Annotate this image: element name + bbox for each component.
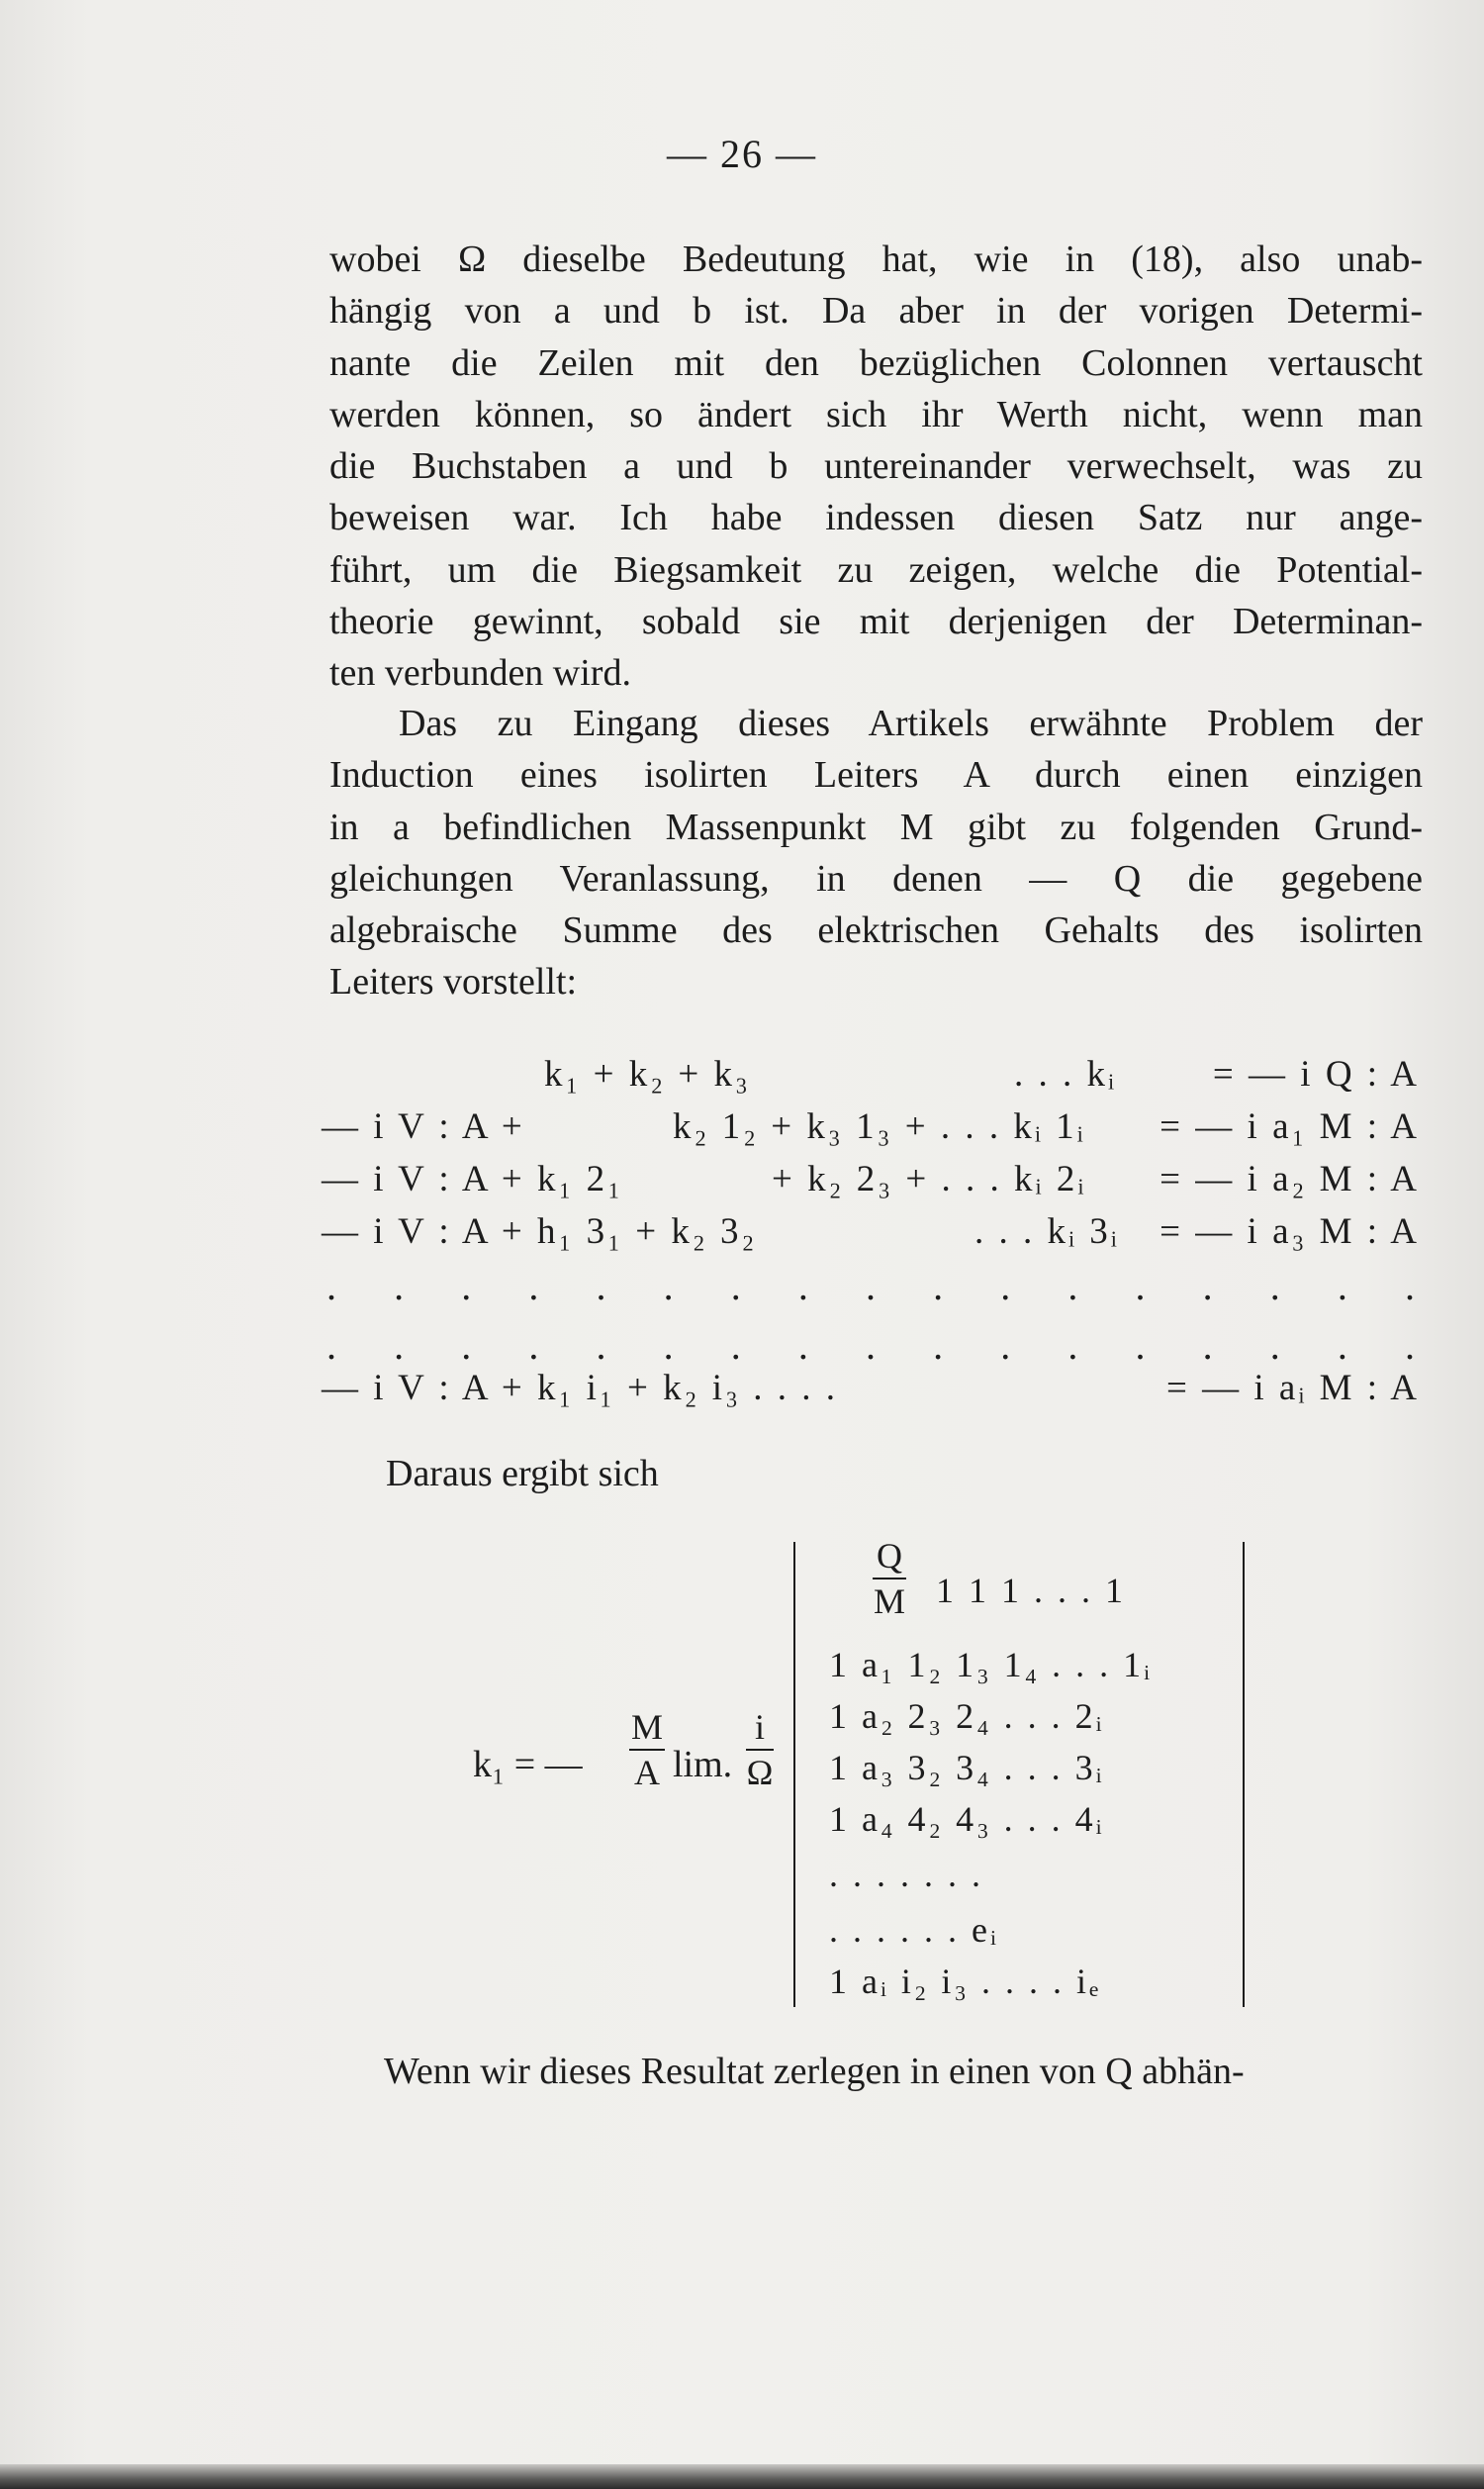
paragraph-1 [329, 234, 1423, 700]
text-line: führt, um die Biegsamkeit zu zeigen, welche die Potential- [329, 548, 1423, 591]
determinant-row: 1 a₁ 1₂ 1₃ 1₄ . . . 1ᵢ [829, 1645, 1154, 1684]
determinant-row: 1 a₄ 4₂ 4₃ . . . 4ᵢ [829, 1799, 1105, 1839]
daraus-text: Daraus ergibt sich [386, 1453, 659, 1494]
equation-lhs: k₁ + k₂ + k₃ [544, 1054, 751, 1095]
equation-term: . . . kᵢ 3ᵢ [974, 1211, 1120, 1252]
page-number: — 26 — [667, 132, 817, 176]
text-line: Induction eines isolirten Leiters A durch einen einzigen [329, 754, 1423, 797]
text-line: Das zu Eingang dieses Artikels erwähnte Problem der [399, 703, 1423, 744]
text-line: gleichungen Veranlassung, in denen — Q die gegebene [329, 857, 1423, 900]
page-bottom-edge [0, 2464, 1484, 2489]
text-line: algebraische Summe des elektrischen Gehalts des isolirten [329, 909, 1423, 952]
ellipsis-row: . . . . . . . . . . . . . . . . . [326, 1323, 1415, 1368]
text-line: ten verbunden wird. [329, 652, 631, 695]
equation-term: . . . kᵢ [1014, 1054, 1118, 1095]
text-line: wobei Ω dieselbe Bedeutung hat, wie in (18), also unab- [329, 239, 1423, 280]
equation-rhs: = — i aᵢ M : A [1166, 1368, 1420, 1408]
text-line: beweisen war. Ich habe indessen diesen Satz nur ange- [329, 497, 1423, 539]
equation-row [322, 1052, 1420, 1098]
determinant-row: . . . . . . eᵢ [829, 1910, 999, 1950]
equation-lhs: — i V : A + h₁ 3₁ + k₂ 3₂ [322, 1211, 758, 1252]
determinant-row: 1 a₂ 2₃ 2₄ . . . 2ᵢ [829, 1696, 1105, 1736]
text-line: Leiters vorstellt: [329, 961, 578, 1004]
equation-row [322, 1104, 1420, 1150]
equation-row [322, 1157, 1420, 1202]
determinant-head-row: 1 1 1 . . . 1 [936, 1571, 1126, 1610]
text-line: werden können, so ändert sich ihr Werth nicht, wenn man [329, 393, 1423, 435]
equation-rhs: = — i a₁ M : A [1159, 1106, 1420, 1147]
equation-rhs: = — i a₂ M : A [1159, 1159, 1420, 1199]
determinant-row: . . . . . . . [829, 1855, 983, 1894]
determinant-left-bar [793, 1542, 795, 2007]
equation-lhs: — i V : A + k₁ i₁ + k₂ i₃ . . . . [322, 1368, 838, 1408]
equation-lhs: — i V : A + k₁ 2₁ [322, 1159, 623, 1199]
determinant-row: 1 aᵢ i₂ i₃ . . . . iₑ [829, 1962, 1102, 2001]
final-line: Wenn wir dieses Resultat zerlegen in einen von Q abhän- [384, 2051, 1245, 2092]
fraction-i-over-omega: i Ω [746, 1707, 774, 1792]
fraction-m-over-a: M A [630, 1707, 663, 1792]
equation-term: k₂ 1₂ + k₃ 1₃ + . . . kᵢ 1ᵢ [673, 1106, 1086, 1147]
text-line: theorie gewinnt, sobald sie mit derjenigen der Determinan- [329, 601, 1423, 643]
text-line: in a befindlichen Massenpunkt M gibt zu folgenden Grund- [329, 806, 1423, 848]
paragraph-2 [329, 698, 1423, 1008]
equation-rhs: = — i Q : A [1212, 1054, 1420, 1095]
lim-label: lim. [673, 1744, 733, 1785]
equation-rhs: = — i a₃ M : A [1159, 1211, 1420, 1252]
ellipsis-row: . . . . . . . . . . . . . . . . . [326, 1264, 1415, 1308]
text-line: nante die Zeilen mit den bezüglichen Colonnen vertauscht [329, 341, 1423, 384]
equation-term: + k₂ 2₃ + . . . kᵢ 2ᵢ [772, 1159, 1087, 1199]
text-line: hängig von a und b ist. Da aber in der vorigen Determi- [329, 290, 1423, 333]
equation-row [322, 1366, 1420, 1411]
equation-lhs: — i V : A + [322, 1106, 525, 1147]
result-lhs: k₁ = — [473, 1744, 583, 1785]
text-line: die Buchstaben a und b untereinander verwechselt, was zu [329, 445, 1423, 488]
determinant-row: 1 a₃ 3₂ 3₄ . . . 3ᵢ [829, 1748, 1105, 1787]
fraction-q-over-m: Q M [873, 1536, 905, 1621]
equation-row [322, 1209, 1420, 1255]
